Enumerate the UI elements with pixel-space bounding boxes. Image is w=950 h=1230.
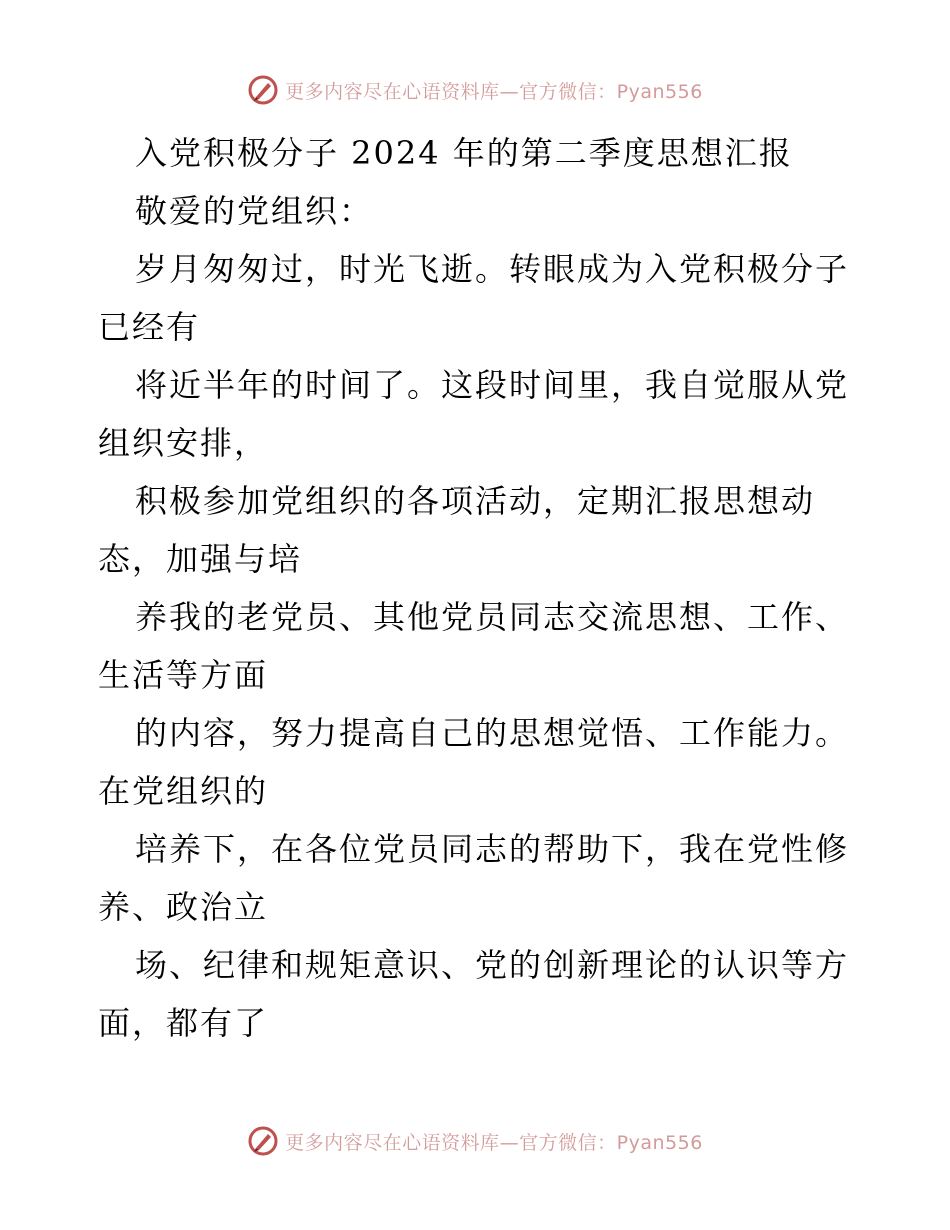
document-salutation: 敬爱的党组织： (135, 192, 374, 230)
footer-banner (0, 1121, 950, 1161)
paragraph-line: 场、纪律和规矩意识、党的创新理论的认识等方 (135, 946, 850, 984)
paragraph-line: 岁月匆匆过，时光飞逝。转眼成为入党积极分子 (135, 250, 850, 288)
header-banner (0, 70, 950, 110)
paragraph-line: 面，都有了 (98, 1004, 269, 1042)
pen-logo-icon (247, 1125, 279, 1157)
paragraph-line: 积极参加党组织的各项活动，定期汇报思想动 (135, 482, 816, 520)
paragraph-line: 组织安排， (98, 424, 269, 462)
header-banner-content (247, 74, 703, 106)
footer-banner-content (247, 1125, 703, 1157)
document-body (98, 124, 858, 1052)
paragraph-line: 生活等方面 (98, 656, 269, 694)
paragraph-line: 的内容，努力提高自己的思想觉悟、工作能力。 (135, 714, 850, 752)
paragraph-line: 养、政治立 (98, 888, 269, 926)
paragraph-line: 态，加强与培 (98, 540, 303, 578)
pen-logo-icon (247, 74, 279, 106)
paragraph-line: 在党组织的 (98, 772, 269, 810)
header-banner-text: 更多内容尽在心语资料库—官方微信：Pyan556 (285, 80, 703, 103)
paragraph-line: 将近半年的时间了。这段时间里，我自觉服从党 (135, 366, 850, 404)
footer-banner-text: 更多内容尽在心语资料库—官方微信：Pyan556 (285, 1131, 703, 1154)
paragraph-line: 已经有 (98, 308, 201, 346)
document-title: 入党积极分子 2024 年的第二季度思想汇报 (135, 134, 793, 172)
paragraph-line: 培养下，在各位党员同志的帮助下，我在党性修 (135, 830, 850, 868)
paragraph-line: 养我的老党员、其他党员同志交流思想、工作、 (135, 598, 850, 636)
